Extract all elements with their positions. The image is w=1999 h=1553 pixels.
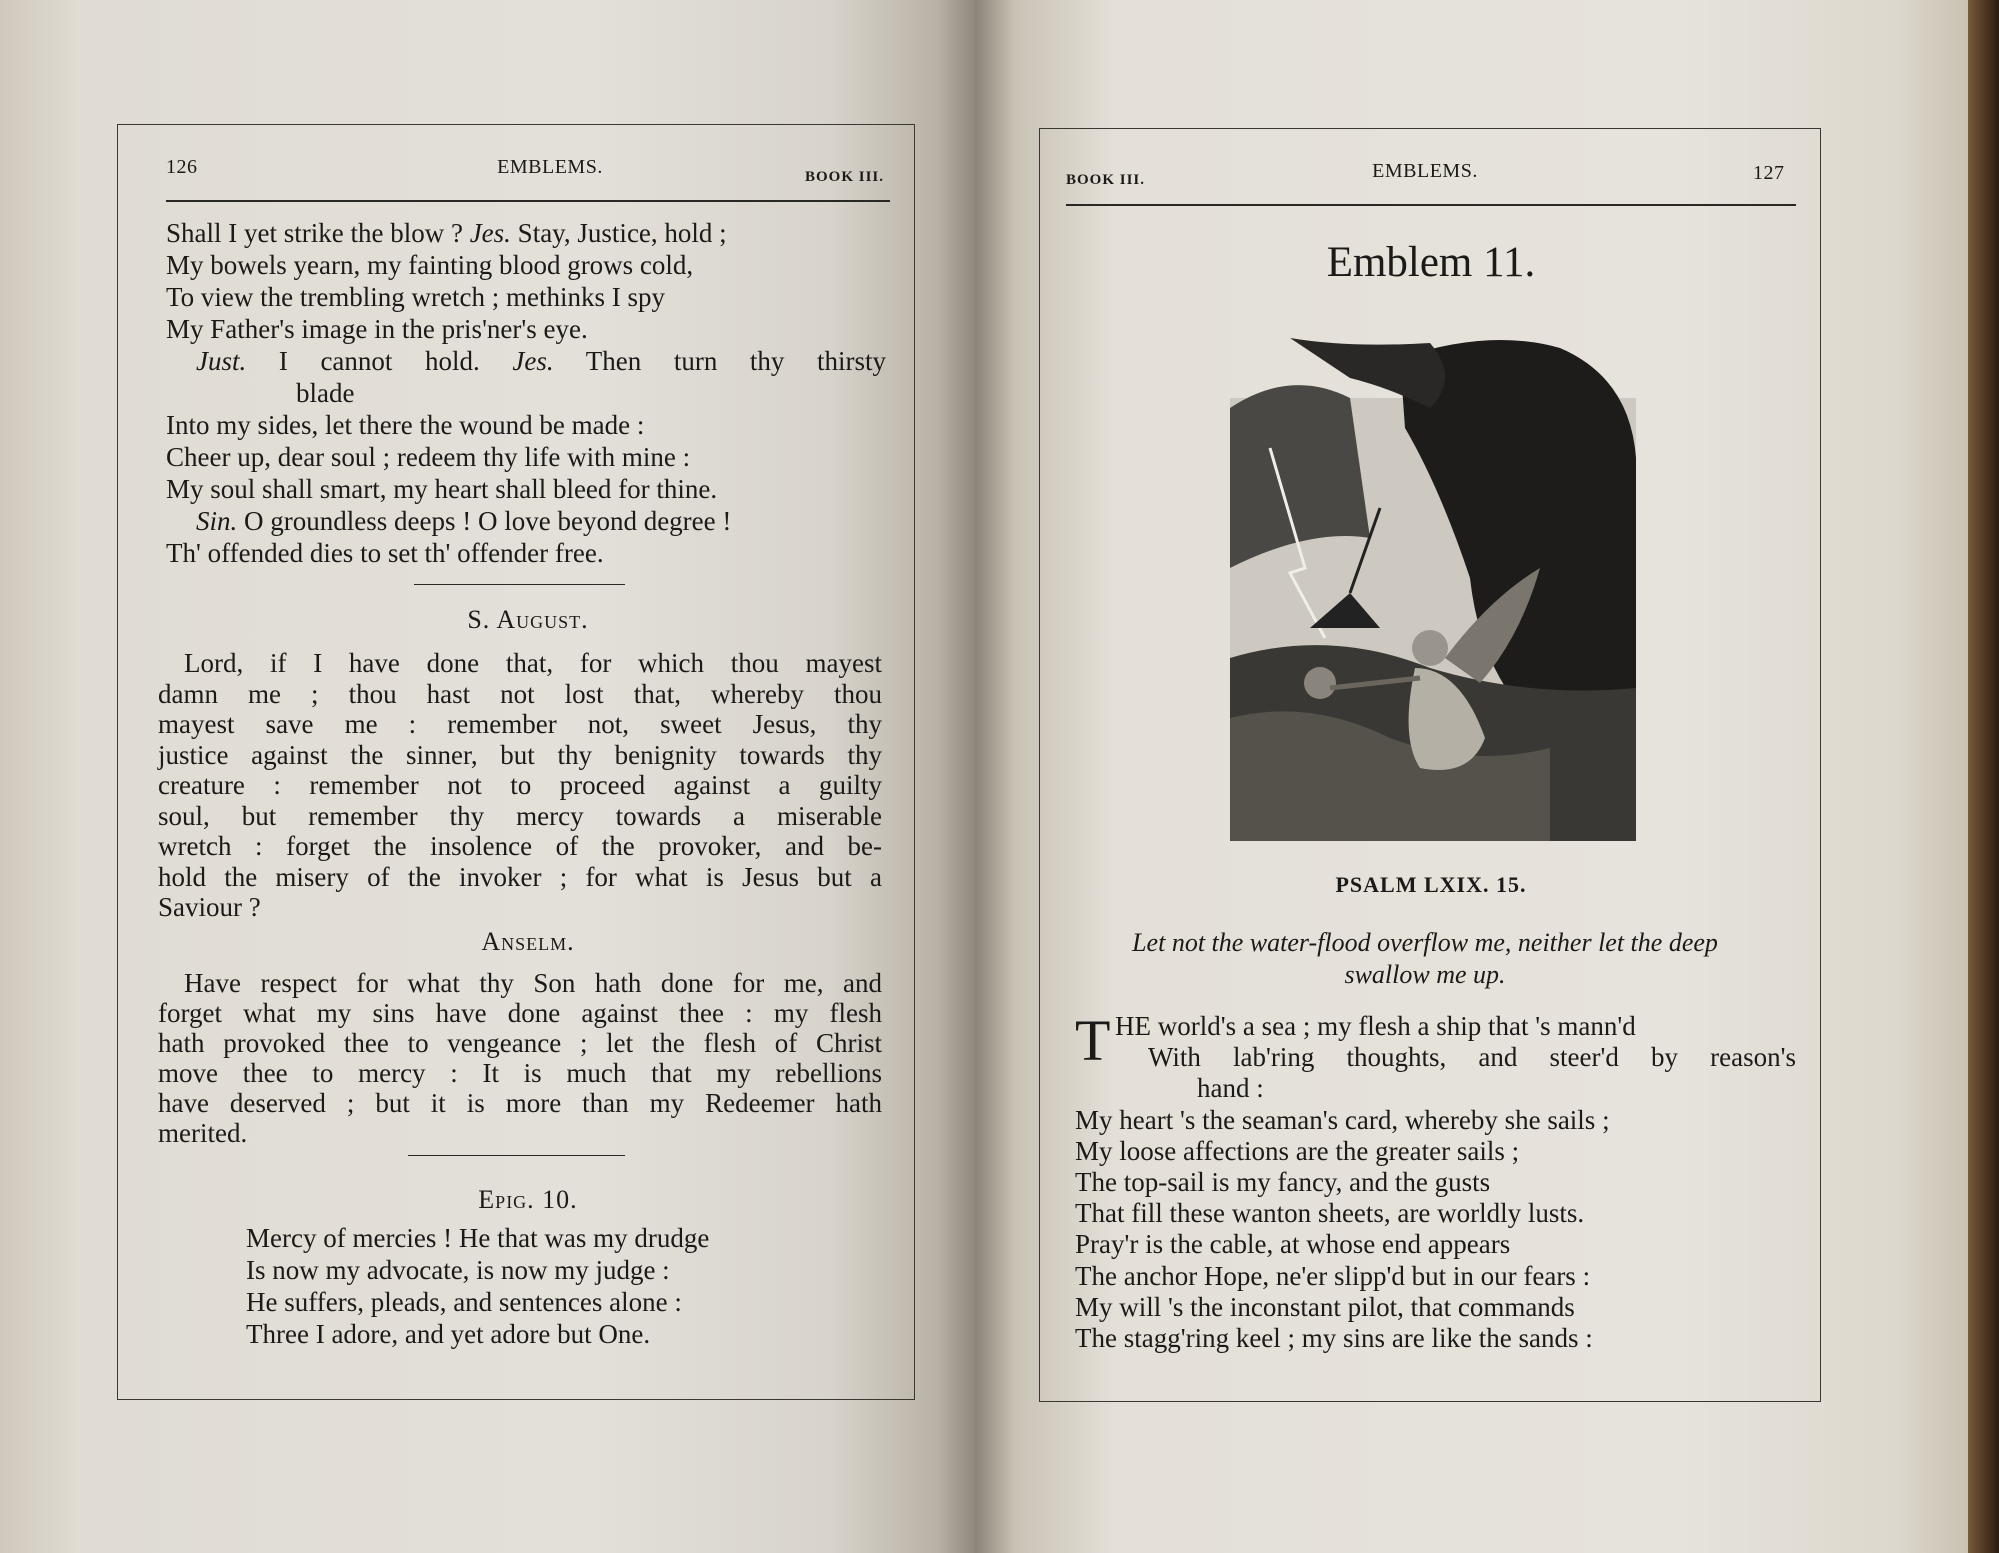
epigram-line: He suffers, pleads, and sentences alone : [246, 1287, 682, 1317]
section-heading-anselm: Anselm. [481, 927, 575, 956]
prose-line: move thee to mercy : It is much that my rebellions [158, 1058, 882, 1088]
speaker-label: Sin. [196, 506, 238, 536]
emblem-illustration [1230, 338, 1636, 841]
epigram-line: Is now my advocate, is now my judge : [246, 1255, 670, 1285]
verse-line [166, 537, 604, 569]
prose-line: Lord, if I have done that, for which thou mayest [184, 648, 882, 678]
angel-head [1412, 630, 1448, 666]
prose-line: Have respect for what thy Son hath done for me, and [184, 968, 882, 998]
section-rule [414, 584, 625, 585]
prose-line: Saviour ? [158, 892, 261, 922]
section-heading-august: S. August. [467, 605, 589, 634]
verse-line [166, 249, 693, 281]
page-number: 127 [1753, 162, 1785, 184]
verse-text: Stay, Justice, hold ; [517, 218, 727, 248]
running-title: EMBLEMS. [1372, 160, 1478, 182]
section-rule [408, 1155, 625, 1156]
poem-line: Pray'r is the cable, at whose end appears [1075, 1229, 1511, 1260]
poem-line: My loose affections are the greater sails ; [1075, 1135, 1520, 1166]
psalm-reference: PSALM LXIX. 15. [1335, 872, 1527, 897]
prose-line: damn me ; thou hast not lost that, whereby thou [158, 678, 882, 709]
poem-line: The stagg'ring keel ; my sins are like the sands : [1075, 1323, 1593, 1353]
verse-text: O groundless deeps ! O love beyond degree ! [244, 506, 732, 536]
verse-text: I cannot hold. [278, 346, 480, 376]
verse-line [166, 441, 690, 473]
epigram-line: Three I adore, and yet adore but One. [246, 1319, 651, 1349]
book-edge [1968, 0, 1999, 1553]
header-rule [1066, 204, 1796, 206]
section-heading-epig: Epig. 10. [478, 1185, 578, 1214]
verse-line [296, 377, 354, 409]
left-page [0, 0, 975, 1553]
poem-line: hand : [1197, 1073, 1264, 1104]
verse-line [166, 409, 644, 441]
drop-cap: T [1075, 1008, 1111, 1073]
verse-line [166, 313, 588, 345]
verse-text: My bowels yearn, my fainting blood grows cold, [166, 250, 694, 280]
verse-text: Into my sides, let there the wound be made : [166, 410, 645, 440]
prose-line: wretch : forget the insolence of the provoker, and be- [158, 831, 882, 861]
verse-text: To view the trembling wretch ; methinks I spy [166, 282, 666, 312]
book-label: BOOK III. [1066, 172, 1146, 188]
poem-line: My will 's the inconstant pilot, that commands [1075, 1291, 1575, 1322]
epigram-line: Mercy of mercies ! He that was my drudge [246, 1223, 710, 1253]
verse-text: Shall I yet strike the blow ? [166, 218, 463, 248]
prose-line: justice against the sinner, but thy benignity towards thy [158, 739, 882, 770]
verse-text: My soul shall smart, my heart shall bleed for thine. [166, 474, 718, 504]
verse-line [196, 345, 886, 377]
verse-text: blade [296, 378, 355, 408]
epigraph-line: swallow me up. [1344, 960, 1506, 989]
running-title: EMBLEMS. [497, 156, 603, 178]
speaker-label: Jes. [469, 218, 511, 248]
poem-line: HE world's a sea ; my flesh a ship that 's mann'd [1115, 1011, 1636, 1041]
verse-line [196, 505, 731, 537]
prose-line: creature : remember not to proceed against a guilty [158, 770, 882, 800]
verse-line [166, 217, 727, 249]
prose-line: soul, but remember thy mercy towards a miserable [158, 800, 882, 831]
verse-line [166, 281, 665, 313]
header-rule [166, 200, 890, 202]
drowning-figure [1304, 667, 1336, 699]
epigraph-line: Let not the water-flood overflow me, neither let the deep [1132, 928, 1718, 957]
poem-line: That fill these wanton sheets, are worldly lusts. [1075, 1198, 1585, 1229]
verse-text: Then turn thy thirsty [585, 346, 887, 376]
poem-line: My heart 's the seaman's card, whereby she sails ; [1075, 1104, 1610, 1135]
speaker-label: Jes. [512, 346, 554, 376]
book-label: BOOK III. [805, 169, 885, 185]
poem-line: With lab'ring thoughts, and steer'd by reason's [1148, 1042, 1796, 1073]
prose-line: mayest save me : remember not, sweet Jesus, thy [158, 709, 882, 739]
verse-line [166, 473, 717, 505]
prose-line: have deserved ; but it is more than my Redeemer hath [158, 1088, 882, 1118]
prose-line: merited. [158, 1118, 248, 1148]
verse-text: Th' offended dies to set th' offender free. [166, 538, 604, 568]
verse-text: My Father's image in the pris'ner's eye. [166, 314, 588, 344]
poem-line: The top-sail is my fancy, and the gusts [1075, 1167, 1491, 1197]
prose-line: hold the misery of the invoker ; for what is Jesus but a [158, 861, 882, 892]
poem-line: The anchor Hope, ne'er slipp'd but in our fears : [1075, 1260, 1591, 1291]
prose-line: forget what my sins have done against thee : my flesh [158, 998, 882, 1028]
prose-line: hath provoked thee to vengeance ; let the flesh of Christ [158, 1028, 882, 1058]
right-page [975, 0, 1975, 1553]
speaker-label: Just. [196, 346, 247, 376]
emblem-title: Emblem 11. [1326, 239, 1536, 286]
verse-text: Cheer up, dear soul ; redeem thy life with mine : [166, 442, 691, 472]
page-number: 126 [166, 156, 198, 178]
